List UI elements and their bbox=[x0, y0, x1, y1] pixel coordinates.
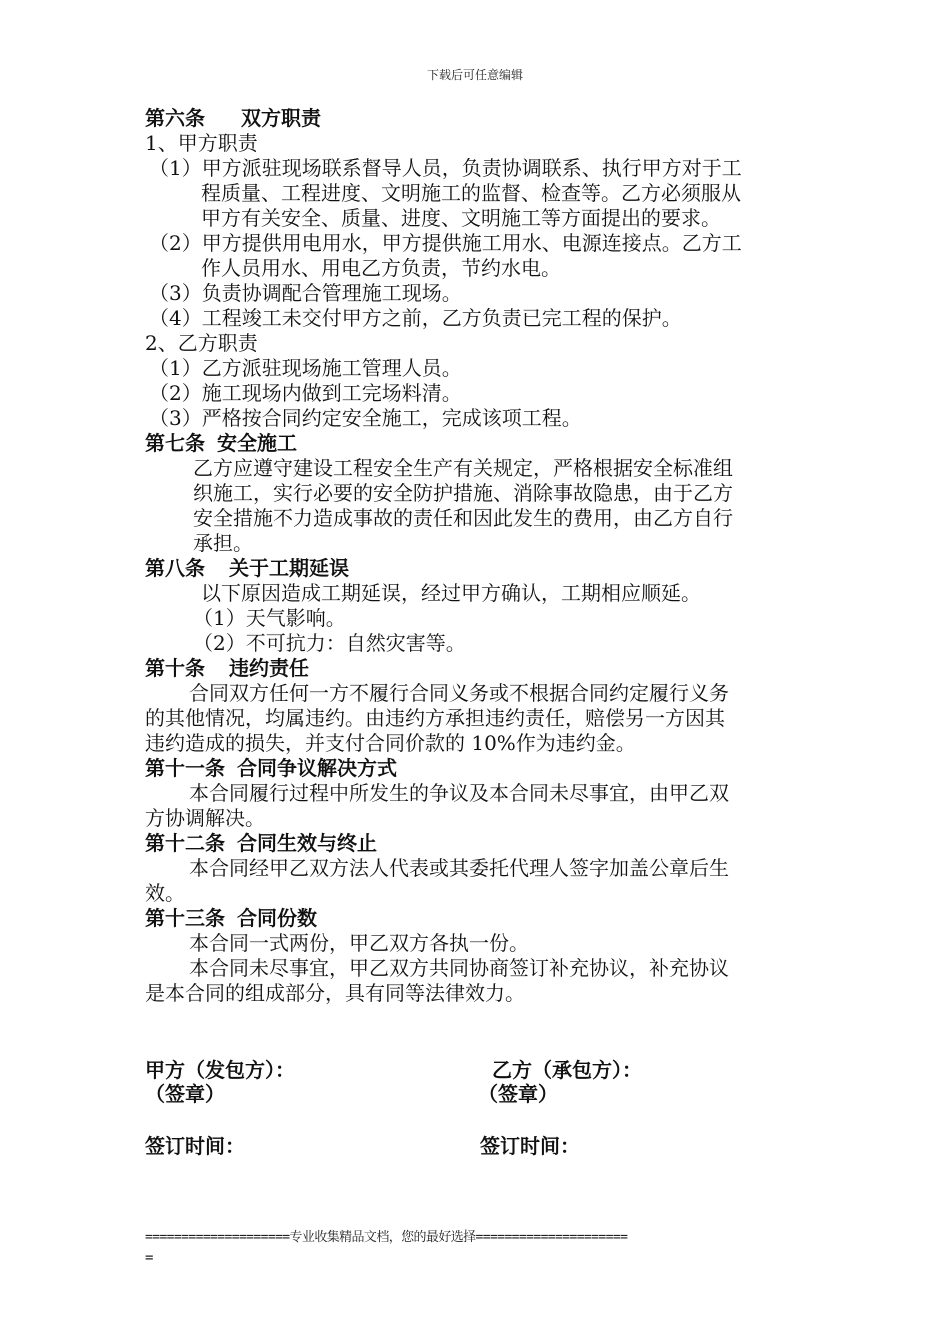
article-7-line-4: 承担。 bbox=[193, 531, 253, 555]
party-a-label: 甲方（发包方）： bbox=[145, 1058, 295, 1082]
party-b-duties-title: 2、乙方职责 bbox=[145, 331, 258, 355]
article-7-number: 第七条 bbox=[145, 431, 205, 455]
article-8-title: 关于工期延误 bbox=[229, 556, 349, 580]
article-13-number: 第十三条 bbox=[145, 906, 225, 930]
party-b-duty-1: （1）乙方派驻现场施工管理人员。 bbox=[149, 356, 462, 380]
footer-line-1: ====================专业收集精品文档，您的最好选择===================== bbox=[145, 1230, 628, 1245]
article-13-heading bbox=[145, 906, 810, 931]
article-7-heading bbox=[145, 431, 810, 456]
party-a-duty-2-line-1: （2）甲方提供用电用水，甲方提供施工用水、电源连接点。乙方工 bbox=[149, 231, 742, 255]
footer-note bbox=[145, 1228, 810, 1268]
party-a-duty-1-line-1: （1）甲方派驻现场联系督导人员，负责协调联系、执行甲方对于工 bbox=[149, 156, 742, 180]
party-b-date-label: 签订时间： bbox=[480, 1134, 580, 1158]
article-12-title: 合同生效与终止 bbox=[237, 831, 377, 855]
article-7-line-2: 织施工，实行必要的安全防护措施、消除事故隐患，由于乙方 bbox=[193, 481, 733, 505]
article-6-heading bbox=[145, 106, 810, 131]
party-a-duty-1-line-2: 程质量、工程进度、文明施工的监督、检查等。乙方必须服从 bbox=[201, 181, 741, 205]
party-a-seal: （签章） bbox=[145, 1082, 225, 1106]
article-7-line-1: 乙方应遵守建设工程安全生产有关规定，严格根据安全标准组 bbox=[193, 456, 733, 480]
article-13-line-1: 本合同一式两份，甲乙双方各执一份。 bbox=[189, 931, 529, 955]
article-10-line-3: 违约造成的损失，并支付合同价款的 10%作为违约金。 bbox=[145, 731, 636, 755]
article-7-title: 安全施工 bbox=[217, 431, 297, 455]
article-6-title: 双方职责 bbox=[241, 106, 321, 130]
article-11-line-2: 方协调解决。 bbox=[145, 806, 265, 830]
article-11-title: 合同争议解决方式 bbox=[237, 756, 397, 780]
article-8-line-3: （2）不可抗力：自然灾害等。 bbox=[193, 631, 466, 655]
article-13-line-3: 是本合同的组成部分，具有同等法律效力。 bbox=[145, 981, 525, 1005]
party-a-date-label: 签订时间： bbox=[145, 1134, 245, 1158]
article-10-number: 第十条 bbox=[145, 656, 205, 680]
article-10-line-2: 的其他情况，均属违约。由违约方承担违约责任，赔偿另一方因其 bbox=[145, 706, 725, 730]
contract-body bbox=[145, 106, 810, 1006]
article-6-number: 第六条 bbox=[145, 106, 205, 130]
article-12-line-2: 效。 bbox=[145, 881, 185, 905]
article-8-line-2: （1）天气影响。 bbox=[193, 606, 346, 630]
article-10-heading bbox=[145, 656, 810, 681]
article-8-number: 第八条 bbox=[145, 556, 205, 580]
party-a-duty-4: （4）工程竣工未交付甲方之前，乙方负责已完工程的保护。 bbox=[149, 306, 682, 330]
article-8-heading bbox=[145, 556, 810, 581]
party-a-duty-2-line-2: 作人员用水、用电乙方负责，节约水电。 bbox=[201, 256, 561, 280]
article-11-heading bbox=[145, 756, 810, 781]
article-8-line-1: 以下原因造成工期延误，经过甲方确认，工期相应顺延。 bbox=[201, 581, 701, 605]
article-12-heading bbox=[145, 831, 810, 856]
article-13-title: 合同份数 bbox=[237, 906, 317, 930]
article-10-title: 违约责任 bbox=[229, 656, 309, 680]
party-a-duty-3: （3）负责协调配合管理施工现场。 bbox=[149, 281, 462, 305]
article-12-number: 第十二条 bbox=[145, 831, 225, 855]
party-a-duty-1-line-3: 甲方有关安全、质量、进度、文明施工等方面提出的要求。 bbox=[201, 206, 721, 230]
party-a-duties-title: 1、甲方职责 bbox=[145, 131, 258, 155]
article-12-line-1: 本合同经甲乙双方法人代表或其委托代理人签字加盖公章后生 bbox=[189, 856, 729, 880]
article-11-number: 第十一条 bbox=[145, 756, 225, 780]
party-b-duty-2: （2）施工现场内做到工完场料清。 bbox=[149, 381, 462, 405]
party-b-duty-3: （3）严格按合同约定安全施工，完成该项工程。 bbox=[149, 406, 582, 430]
footer-line-2: = bbox=[145, 1250, 154, 1266]
article-13-line-2: 本合同未尽事宜，甲乙双方共同协商签订补充协议，补充协议 bbox=[189, 956, 729, 980]
article-10-line-1: 合同双方任何一方不履行合同义务或不根据合同约定履行义务 bbox=[189, 681, 729, 705]
header-note: 下载后可任意编辑 bbox=[426, 68, 523, 82]
article-7-line-3: 安全措施不力造成事故的责任和因此发生的费用，由乙方自行 bbox=[193, 506, 733, 530]
article-11-line-1: 本合同履行过程中所发生的争议及本合同未尽事宜，由甲乙双 bbox=[189, 781, 729, 805]
party-b-seal: （签章） bbox=[478, 1082, 558, 1106]
party-b-label: 乙方（承包方）： bbox=[492, 1058, 642, 1082]
